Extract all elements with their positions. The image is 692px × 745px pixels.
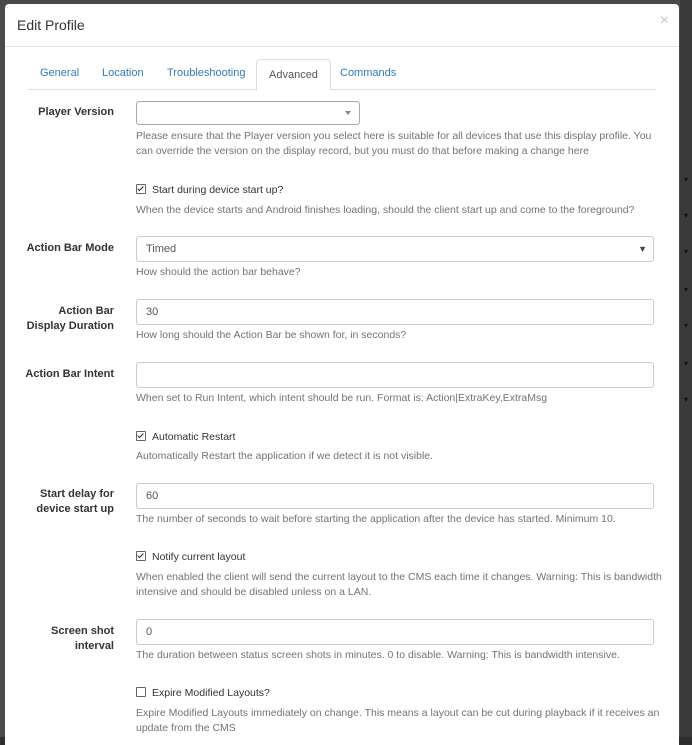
start-delay-label-line1: Start delay for	[40, 488, 114, 500]
chevron-down-icon	[345, 111, 351, 115]
player-version-help: Please ensure that the Player version you select here is suitable for all devices that use this display profile. You can override the version on the display record, but you must do that before making a change here	[136, 130, 652, 157]
start-delay-label	[5, 487, 114, 517]
notify-layout-help: When enabled the client will send the current layout to the CMS each time it changes. Warning: This is bandwidth intensive and should be disabled unless on a LAN.	[136, 571, 662, 598]
action-bar-mode-help: How should the action bar behave?	[136, 266, 301, 278]
auto-restart-row	[136, 430, 235, 445]
screenshot-interval-label	[5, 624, 114, 654]
action-bar-mode-select[interactable]	[136, 236, 654, 262]
expire-layouts-checkbox[interactable]	[136, 687, 146, 697]
start-on-boot-help: When the device starts and Android finishes loading, should the client start up and come to the foreground?	[136, 204, 635, 216]
action-bar-mode-value: Timed	[146, 243, 177, 255]
auto-restart-checkbox[interactable]	[136, 431, 146, 441]
notify-layout-label: Notify current layout	[152, 551, 246, 563]
action-bar-duration-label-line1: Action Bar	[58, 305, 114, 317]
modal-header	[5, 4, 679, 47]
bg-dropdown-caret: ▾	[684, 395, 689, 404]
bg-dropdown-caret: ▾	[684, 359, 689, 368]
tab-general[interactable]: General	[40, 67, 80, 79]
chevron-down-icon: ▼	[638, 244, 647, 254]
start-delay-input[interactable]: 60	[136, 483, 654, 509]
tab-location[interactable]: Location	[102, 67, 144, 79]
action-bar-duration-label	[5, 304, 114, 334]
start-on-boot-checkbox[interactable]	[136, 184, 146, 194]
action-bar-duration-label-line2: Display Duration	[26, 320, 114, 332]
auto-restart-help: Automatically Restart the application if we detect it is not visible.	[136, 450, 434, 462]
edit-profile-modal	[5, 4, 679, 745]
page-backdrop	[680, 0, 692, 745]
bg-dropdown-caret: ▾	[684, 247, 689, 256]
player-version-label: Player Version	[38, 106, 114, 118]
start-on-boot-label: Start during device start up?	[152, 184, 284, 196]
start-delay-help: The number of seconds to wait before starting the application after the device has started. Minimum 10.	[136, 513, 616, 525]
tab-commands[interactable]: Commands	[340, 67, 397, 79]
expire-layouts-label: Expire Modified Layouts?	[152, 687, 270, 699]
screenshot-interval-label-line1: Screen shot	[51, 625, 114, 637]
screenshot-interval-help: The duration between status screen shots in minutes. 0 to disable. Warning: This is bandwidth intensive.	[136, 649, 620, 661]
player-version-select[interactable]	[136, 101, 360, 125]
screenshot-interval-label-line2: interval	[74, 640, 114, 652]
action-bar-duration-input[interactable]: 30	[136, 299, 654, 325]
bg-dropdown-caret: ▾	[684, 175, 689, 184]
tab-advanced[interactable]: Advanced	[256, 59, 331, 91]
auto-restart-label: Automatic Restart	[152, 431, 236, 443]
tab-troubleshooting[interactable]: Troubleshooting	[167, 67, 246, 79]
expire-layouts-row	[136, 686, 270, 701]
bg-dropdown-caret: ▾	[684, 211, 689, 220]
start-on-boot-row	[136, 183, 283, 198]
action-bar-intent-label: Action Bar Intent	[25, 368, 114, 380]
action-bar-intent-input[interactable]	[136, 362, 654, 388]
profile-tabs	[28, 59, 656, 90]
close-icon[interactable]: ×	[659, 12, 669, 29]
notify-layout-checkbox[interactable]	[136, 551, 146, 561]
action-bar-mode-label: Action Bar Mode	[26, 242, 114, 254]
modal-title: Edit Profile	[17, 17, 85, 33]
start-delay-label-line2: device start up	[36, 503, 114, 515]
screenshot-interval-input[interactable]: 0	[136, 619, 654, 645]
bg-dropdown-caret: ▾	[684, 285, 689, 294]
expire-layouts-help: Expire Modified Layouts immediately on change. This means a layout can be cut during playback if it receives an update from the CMS	[136, 707, 660, 734]
action-bar-duration-help: How long should the Action Bar be shown for, in seconds?	[136, 329, 407, 341]
notify-layout-row	[136, 550, 245, 565]
bg-dropdown-caret: ▾	[684, 321, 689, 330]
action-bar-intent-help: When set to Run Intent, which intent should be run. Format is: Action|ExtraKey,ExtraMsg	[136, 392, 548, 404]
